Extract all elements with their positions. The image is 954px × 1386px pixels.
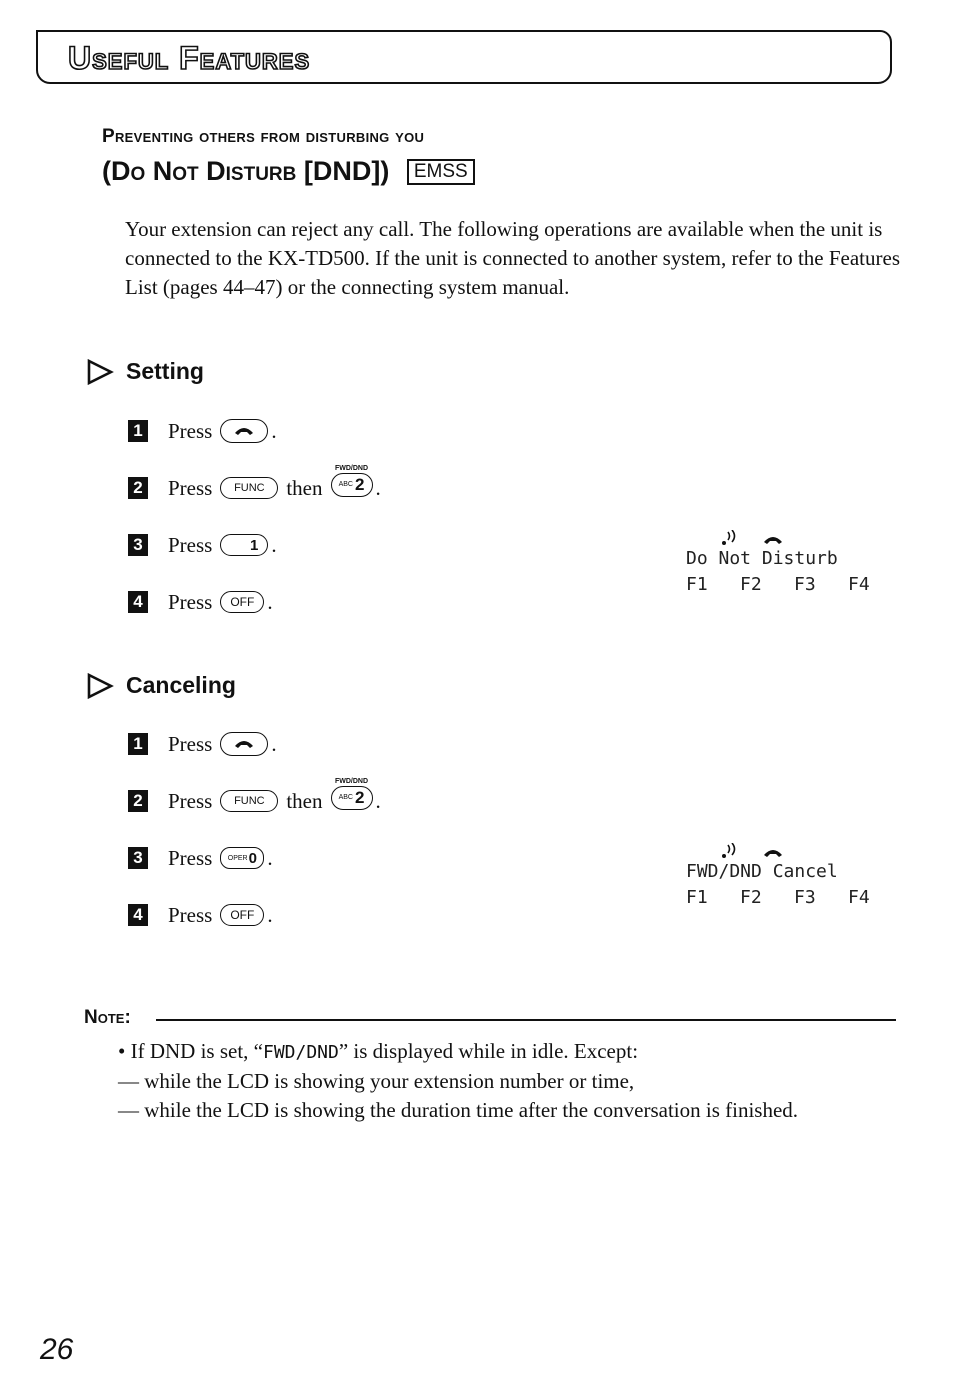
page-title: [102, 156, 475, 187]
press-text: Press: [168, 532, 213, 557]
then-text: then: [286, 475, 323, 500]
oper-key: OPER 0: [220, 847, 264, 869]
step-number: 4: [128, 591, 148, 613]
lcd-display-canceling: [686, 841, 870, 911]
lcd-line-1: Do Not Disturb: [686, 548, 838, 569]
canceling-step-4: 4 Press OFF .: [128, 900, 273, 930]
step-number: 3: [128, 534, 148, 556]
off-key: OFF: [220, 591, 264, 613]
setting-step-3: 3 Press 1 .: [128, 530, 277, 560]
note-label: Note:: [84, 1007, 131, 1028]
step-number: 2: [128, 790, 148, 812]
key-1: 1: [220, 534, 268, 556]
press-text: Press: [168, 475, 213, 500]
step-number: 2: [128, 477, 148, 499]
setting-step-2: 2 Press FUNC then FWD/DND ABC 2 .: [128, 473, 381, 503]
page-title-text: (Do Not Disturb [DND]): [102, 156, 390, 186]
setting-heading: [86, 358, 204, 385]
off-key: OFF: [220, 904, 264, 926]
talk-key-icon: [220, 419, 268, 443]
fwd-dnd-key: FWD/DND ABC 2: [331, 464, 373, 497]
canceling-title: Canceling: [126, 672, 236, 698]
canceling-step-1: 1 Press .: [128, 729, 277, 759]
step-number: 1: [128, 733, 148, 755]
note-dash-1: — while the LCD is showing your extension number or time,: [118, 1069, 635, 1093]
press-text: Press: [168, 418, 213, 443]
canceling-step-3: 3 Press OPER 0 .: [128, 843, 273, 873]
banner-title: Useful Features: [68, 40, 311, 76]
canceling-step-2: 2 Press FUNC then FWD/DND ABC 2 .: [128, 786, 381, 816]
signal-icon: [720, 843, 740, 859]
phone-icon: [762, 847, 784, 859]
phone-icon: [762, 534, 784, 546]
step-number: 3: [128, 847, 148, 869]
triangle-icon: [86, 673, 114, 699]
step-number: 4: [128, 904, 148, 926]
press-text: Press: [168, 589, 213, 614]
note-body: [118, 1037, 918, 1125]
press-text: Press: [168, 731, 213, 756]
func-key: FUNC: [220, 790, 278, 812]
triangle-icon: [86, 359, 114, 385]
lcd-display-setting: [686, 528, 870, 598]
talk-key-icon: [220, 732, 268, 756]
note-dash-2: — while the LCD is showing the duration time after the conversation is finished.: [118, 1098, 799, 1122]
then-text: then: [286, 788, 323, 813]
page-number: 26: [40, 1333, 74, 1366]
func-key: FUNC: [220, 477, 278, 499]
lcd-line-2: F1 F2 F3 F4: [686, 574, 870, 595]
setting-title: Setting: [126, 358, 204, 384]
press-text: Press: [168, 845, 213, 870]
fwd-dnd-key: FWD/DND ABC 2: [331, 777, 373, 810]
note-bullet: • If DND is set, “FWD/DND” is displayed while in idle. Except:: [118, 1039, 639, 1063]
section-banner: [36, 30, 892, 84]
subheading: Preventing others from disturbing you: [102, 126, 425, 147]
setting-step-4: 4 Press OFF .: [128, 587, 273, 617]
setting-step-1: 1 Press .: [128, 416, 277, 446]
step-number: 1: [128, 420, 148, 442]
canceling-heading: [86, 672, 236, 699]
emss-badge: EMSS: [407, 159, 475, 185]
press-text: Press: [168, 788, 213, 813]
intro-paragraph: Your extension can reject any call. The following operations are available when the unit is connected to the KX-TD500. If the unit is connected to another system, refer to the Features List (pages 44–47) or the connecting system manual.: [125, 217, 901, 299]
note-divider: [156, 1019, 896, 1021]
lcd-line-1: FWD/DND Cancel: [686, 861, 838, 882]
press-text: Press: [168, 902, 213, 927]
signal-icon: [720, 530, 740, 546]
lcd-line-2: F1 F2 F3 F4: [686, 887, 870, 908]
